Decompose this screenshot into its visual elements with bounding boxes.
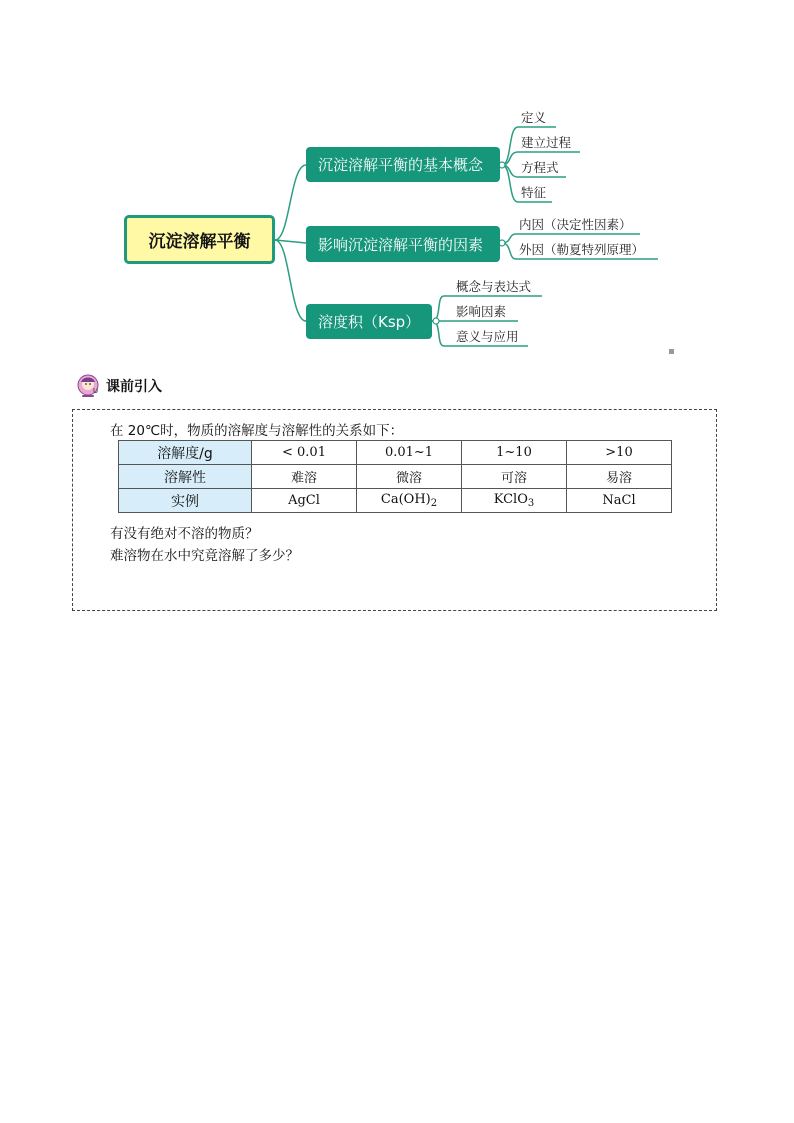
solubility-table: [118, 440, 672, 513]
connector-root-branch-3: [275, 240, 306, 321]
table-cell: 微溶: [357, 465, 462, 489]
table-cell: 难溶: [252, 465, 357, 489]
mind-map-root: 沉淀溶解平衡: [124, 215, 275, 264]
anchor-mark: [669, 349, 674, 354]
table-row: [119, 465, 672, 489]
formula-subscript: 3: [527, 498, 535, 509]
table-cell: < 0.01: [252, 441, 357, 465]
table-cell: 易溶: [567, 465, 672, 489]
table-cell: 0.01~1: [357, 441, 462, 465]
table-cell: 可溶: [462, 465, 567, 489]
branch-influencing-factors: 影响沉淀溶解平衡的因素: [306, 226, 500, 262]
leaf-establishment-process: 建立过程: [521, 135, 572, 150]
table-cell: 实例: [119, 489, 252, 513]
table-cell: 溶解度/g: [119, 441, 252, 465]
leaf-characteristics: 特征: [521, 185, 547, 200]
table-row: [119, 489, 672, 513]
section-heading: [76, 373, 162, 399]
table-cell: 溶解性: [119, 465, 252, 489]
leaf-internal-cause: 内因（决定性因素）: [519, 217, 632, 232]
connector-root-branch-1: [275, 165, 306, 240]
leaf-definition: 定义: [521, 110, 547, 125]
table-cell: 1~10: [462, 441, 567, 465]
leaf-significance-application: 意义与应用: [456, 329, 519, 344]
intro-lead: 在 20℃时，物质的溶解度与溶解性的关系如下：: [110, 423, 404, 439]
table-cell: [357, 489, 462, 513]
table-cell: >10: [567, 441, 672, 465]
table-cell: [462, 489, 567, 513]
branch-basic-concepts: 沉淀溶解平衡的基本概念: [306, 147, 500, 182]
leaf-ksp-factors: 影响因素: [456, 304, 507, 319]
mind-map: [0, 0, 794, 360]
leaf-external-cause: 外因（勒夏特列原理）: [519, 242, 645, 257]
table-cell: AgCl: [252, 489, 357, 513]
branch-ksp: 溶度积（Ksp）: [306, 304, 432, 339]
formula-subscript: 2: [430, 498, 438, 509]
formula-base: KClO: [493, 492, 528, 507]
leaf-equation: 方程式: [521, 160, 559, 175]
table-cell: NaCl: [567, 489, 672, 513]
question-how-much: 难溶物在水中究竟溶解了多少？: [110, 548, 299, 564]
table-row: [119, 441, 672, 465]
formula-base: Ca(OH): [380, 492, 431, 507]
student-avatar-icon: [76, 373, 102, 399]
section-title: 课前引入: [106, 379, 162, 395]
leaf-concept-expression: 概念与表达式: [456, 279, 532, 294]
svg-text:U: U: [93, 387, 99, 395]
question-insoluble: 有没有绝对不溶的物质？: [110, 526, 259, 542]
